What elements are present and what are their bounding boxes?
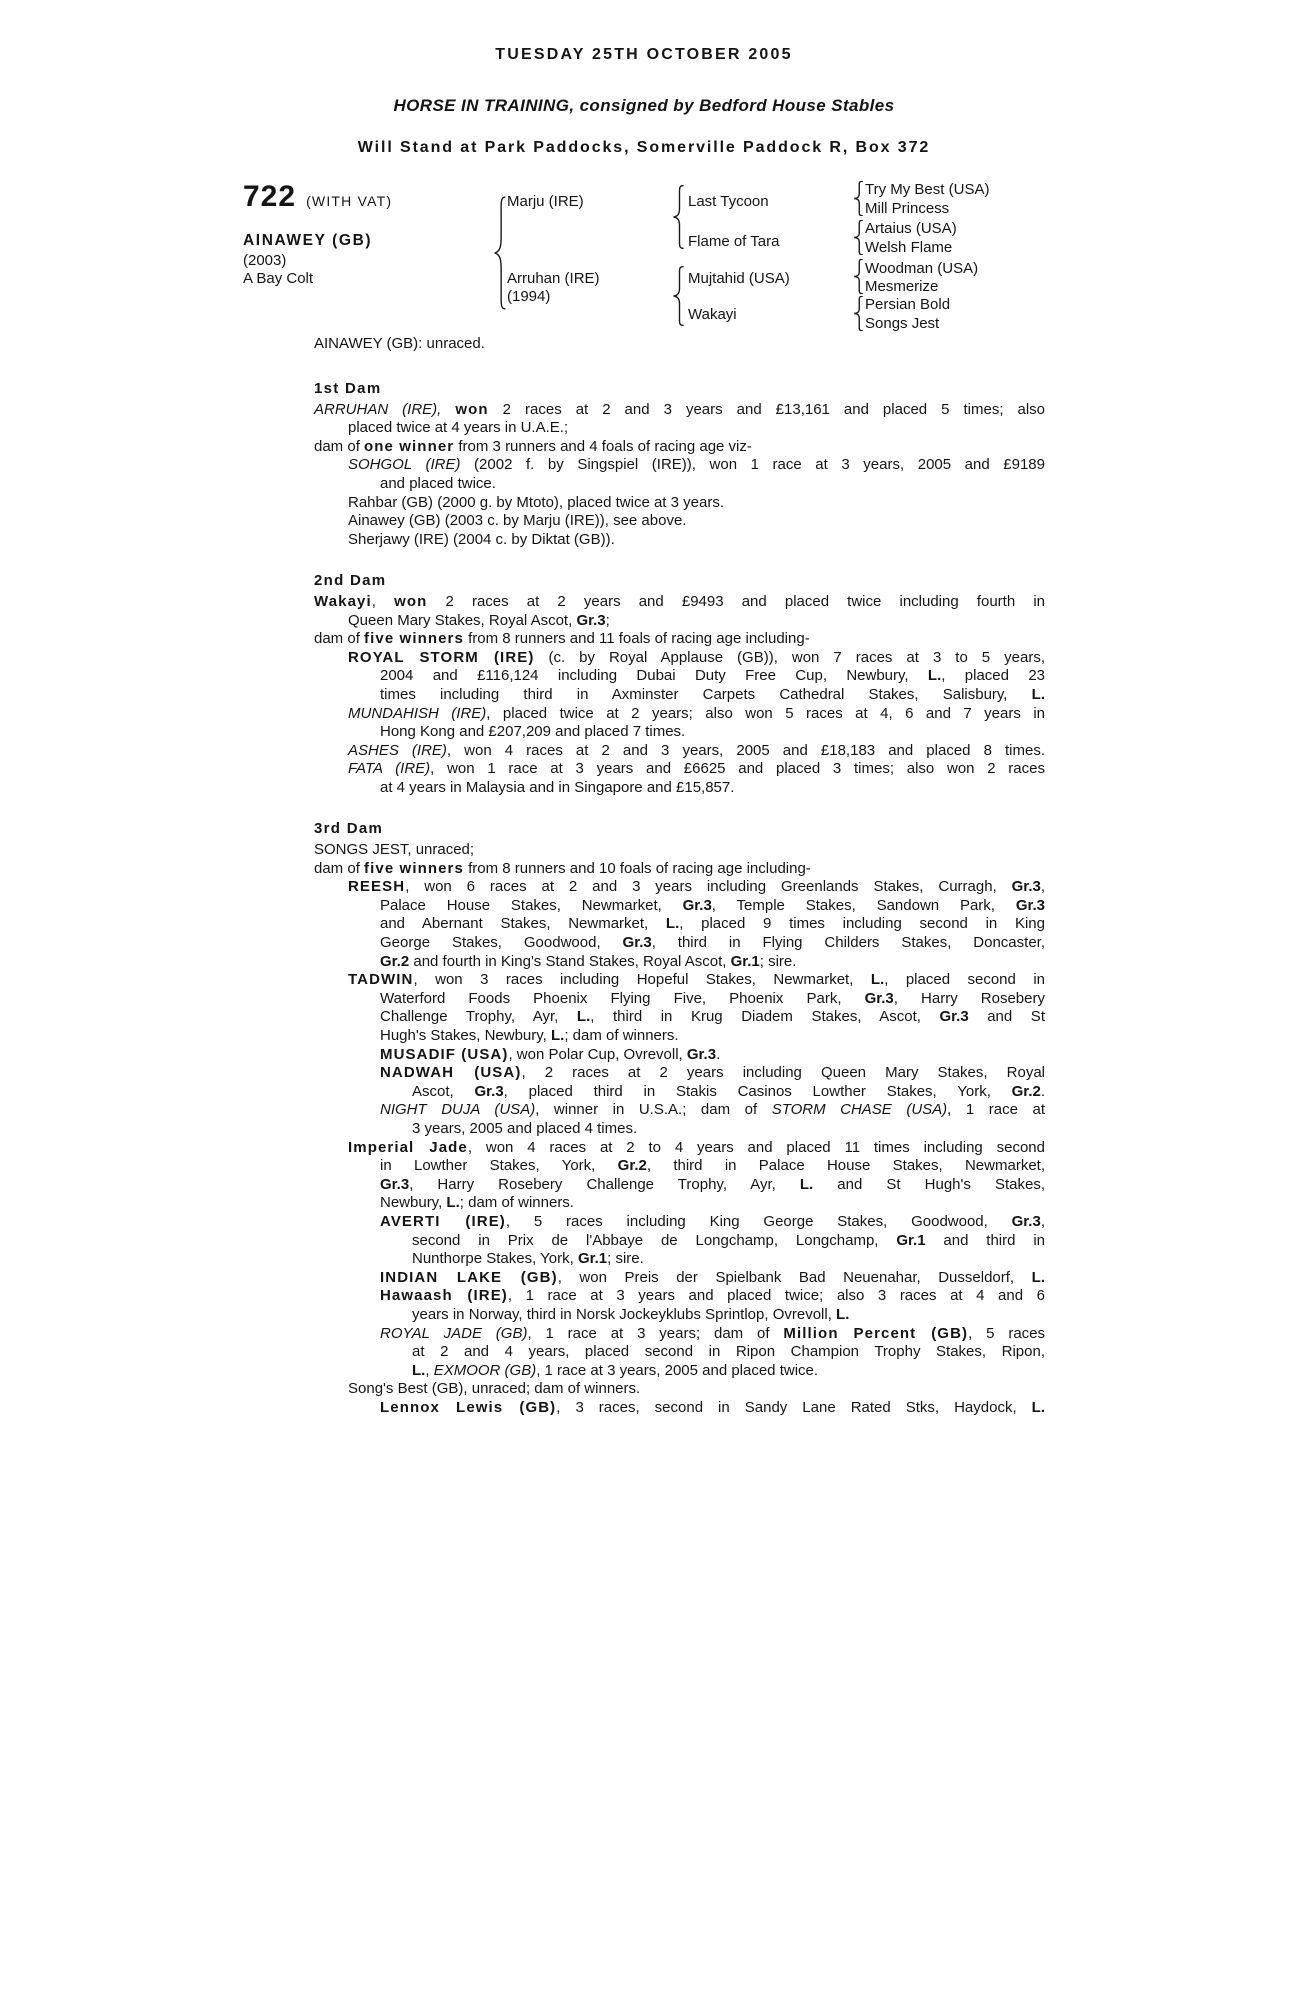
pedigree-text-line — [314, 1362, 1045, 1381]
pedigree-text-line — [314, 1232, 1045, 1251]
pedigree-text-line — [314, 1399, 1045, 1418]
text-segment: and St Hugh's Stakes, — [813, 1175, 1045, 1193]
dam-section-heading: 3rd Dam — [314, 820, 384, 838]
pedigree-text-line — [314, 438, 1045, 457]
text-segment: ASHES (IRE) — [348, 741, 447, 759]
text-segment: REESH — [348, 878, 406, 896]
gen2-brace-sire — [672, 185, 684, 249]
gen3-name: Welsh Flame — [865, 239, 953, 256]
text-segment: 2 races at 2 years and £9493 and placed twice including fourth in — [427, 592, 1045, 610]
pedigree-text-line — [314, 841, 1045, 860]
text-segment: Waterford Foods Phoenix Flying Five, Phoenix Park, — [380, 989, 865, 1007]
gen3-name: Songs Jest — [865, 315, 940, 332]
text-segment: , 1 race at — [947, 1101, 1045, 1119]
pedigree-text-line — [314, 723, 1045, 742]
text-segment: , 2 races at 2 years including Queen Mary Stakes, Royal — [521, 1064, 1045, 1082]
text-segment: Nunthorpe Stakes, York, — [412, 1250, 578, 1268]
text-segment: Gr.2 — [1011, 1082, 1041, 1100]
pedigree-text-line — [314, 512, 1045, 531]
text-segment: , 1 race at 3 years and placed twice; also 3 races at 4 and 6 — [507, 1287, 1045, 1305]
text-segment: from 3 runners and 4 foals of racing age viz- — [454, 437, 752, 455]
gen3-name: Woodman (USA) — [865, 260, 979, 277]
pedigree-text-line — [314, 1213, 1045, 1232]
dam-sire: Mujtahid (USA) — [688, 270, 790, 287]
text-segment: second in Prix de l'Abbaye de Longchamp, Longchamp, — [412, 1231, 897, 1249]
text-segment: and third in — [925, 1231, 1045, 1249]
text-segment: , 3 races, second in Sandy Lane Rated Stks, Haydock, — [556, 1398, 1032, 1416]
text-segment: , — [1040, 1212, 1045, 1230]
text-segment: AVERTI (IRE) — [380, 1212, 506, 1230]
gen3-name: Mesmerize — [865, 278, 939, 295]
text-segment: and St — [968, 1008, 1045, 1026]
dam-dam: Wakayi — [688, 306, 737, 323]
text-segment: Gr.1 — [577, 1250, 608, 1268]
text-segment: in Lowther Stakes, York, — [380, 1157, 618, 1175]
pedigree-text-line — [314, 990, 1045, 1009]
text-segment: , third in Palace House Stakes, Newmarket, — [646, 1157, 1045, 1175]
pedigree-text-line — [314, 630, 1045, 649]
text-segment: won — [455, 400, 489, 418]
text-segment: ; sire. — [759, 952, 797, 970]
text-segment: EXMOOR (GB) — [433, 1361, 537, 1379]
text-segment: , Temple Stakes, Sandown Park, — [711, 896, 1016, 914]
dam-section — [314, 820, 1045, 1417]
text-segment: and fourth in King's Stand Stakes, Royal Ascot, — [409, 952, 731, 970]
text-segment: Million Percent (GB) — [783, 1324, 969, 1342]
pedigree-table — [243, 180, 1045, 345]
pedigree-text-line — [314, 1046, 1045, 1065]
text-segment: L. — [446, 1194, 460, 1212]
pedigree-text-line — [314, 1176, 1045, 1195]
text-segment: L. — [1031, 1398, 1045, 1416]
pedigree-text-line — [314, 686, 1045, 705]
sire-sire: Last Tycoon — [688, 193, 769, 210]
pedigree-text-line — [314, 1269, 1045, 1288]
text-segment: NIGHT DUJA (USA) — [380, 1101, 536, 1119]
pedigree-text-line — [314, 971, 1045, 990]
text-segment: , placed 23 — [941, 667, 1045, 685]
text-segment: Gr.3 — [622, 934, 652, 952]
pedigree-text-line — [314, 705, 1045, 724]
text-segment: Hawaash (IRE) — [380, 1287, 508, 1305]
text-segment: Hong Kong and £207,209 and placed 7 times. — [380, 723, 686, 741]
text-segment: , won Polar Cup, Ovrevoll, — [508, 1045, 687, 1063]
text-segment: , 5 races including King George Stakes, Goodwood, — [505, 1212, 1012, 1230]
text-segment: , won 4 races at 2 and 3 years, 2005 and £18,183 and placed 8 times. — [446, 741, 1045, 759]
text-segment: , placed second in — [884, 971, 1046, 989]
pedigree-text-line — [314, 1343, 1045, 1362]
text-segment: L. — [665, 915, 680, 933]
dam-section-heading: 1st Dam — [314, 380, 382, 397]
text-segment: . — [716, 1045, 721, 1063]
text-segment: , won Preis der Spielbank Bad Neuenahar, Dusseldorf, — [557, 1268, 1032, 1286]
text-segment: Gr.3 — [686, 1045, 717, 1063]
text-segment: dam of — [314, 630, 365, 648]
text-segment: George Stakes, Goodwood, — [380, 934, 623, 952]
pedigree-text-line — [314, 742, 1045, 761]
sire-dam: Flame of Tara — [688, 233, 780, 250]
text-segment: five winners — [364, 630, 464, 648]
text-segment: ROYAL JADE (GB) — [380, 1324, 528, 1342]
text-segment: Gr.2 — [617, 1157, 647, 1175]
text-segment: , winner in U.S.A.; dam of — [535, 1101, 772, 1119]
pedigree-text-line — [314, 1083, 1045, 1102]
pedigree-text-line — [314, 1250, 1045, 1269]
pedigree-text-line — [314, 593, 1045, 612]
text-segment: ARRUHAN (IRE), — [314, 400, 456, 418]
text-segment: times including third in Axminster Carpets Cathedral Stakes, Salisbury, — [380, 685, 1032, 703]
text-segment: INDIAN LAKE (GB) — [380, 1268, 558, 1286]
text-segment: Gr.3 — [380, 1175, 410, 1193]
horse-year: (2003) — [243, 252, 287, 269]
text-segment: , Harry Rosebery Challenge Trophy, Ayr, — [409, 1175, 800, 1193]
pedigree-text-line — [314, 779, 1045, 798]
text-segment: dam of — [314, 437, 365, 455]
text-segment: , — [371, 592, 395, 610]
pedigree-text-line — [314, 419, 1045, 438]
text-segment: Challenge Trophy, Ayr, — [380, 1008, 577, 1026]
text-segment: L. — [927, 667, 942, 685]
text-segment: L. — [412, 1361, 426, 1379]
text-segment: , placed 9 times including second in King — [679, 915, 1045, 933]
text-segment: dam of — [314, 859, 365, 877]
text-segment: L. — [1031, 1268, 1045, 1286]
dam-year: (1994) — [507, 288, 551, 305]
pedigree-text-line — [314, 1157, 1045, 1176]
text-segment: . — [1040, 1082, 1045, 1100]
pedigree-text-line — [314, 878, 1045, 897]
horse-description: A Bay Colt — [243, 270, 314, 287]
text-segment: (c. by Royal Applause (GB)), won 7 races at 3 to 5 years, — [534, 648, 1045, 666]
pedigree-text-line — [314, 649, 1045, 668]
text-segment: FATA (IRE) — [348, 760, 431, 778]
gen3-name: Try My Best (USA) — [865, 181, 990, 198]
pedigree-text-line — [314, 612, 1045, 631]
gen3-name: Persian Bold — [865, 296, 951, 313]
stabling-location: Will Stand at Park Paddocks, Somerville Paddock R, Box 372 — [357, 139, 931, 156]
pedigree-text-line — [314, 401, 1045, 420]
text-segment: MUNDAHISH (IRE) — [348, 704, 487, 722]
text-segment: (2002 f. by Singspiel (IRE)), won 1 race at 3 years, 2005 and £9189 — [460, 456, 1045, 474]
text-segment: Gr.3 — [864, 989, 894, 1007]
text-segment: Gr.1 — [730, 952, 760, 970]
text-segment: Gr.3 — [1011, 878, 1041, 896]
text-segment: Lennox Lewis (GB) — [380, 1398, 557, 1416]
text-segment: , third in Flying Childers Stakes, Doncaster, — [651, 934, 1045, 952]
text-segment: SOHGOL (IRE) — [348, 456, 461, 474]
gen3-brace-3 — [853, 259, 863, 294]
text-segment: Ascot, — [412, 1082, 475, 1100]
text-segment: ROYAL STORM (IRE) — [348, 648, 535, 666]
pedigree-text-line — [314, 456, 1045, 475]
gen3-brace-4 — [853, 296, 863, 331]
text-segment: , 1 race at 3 years; dam of — [527, 1324, 784, 1342]
pedigree-text-line — [314, 1027, 1045, 1046]
sire-name: Marju (IRE) — [507, 193, 584, 210]
text-segment: Gr.3 — [576, 611, 606, 629]
text-segment: at 4 years in Malaysia and in Singapore and £15,857. — [380, 778, 735, 796]
text-segment: , — [1040, 878, 1045, 896]
gen3-brace-1 — [853, 181, 863, 216]
dam-section — [314, 380, 1045, 549]
pedigree-text-line — [314, 1287, 1045, 1306]
lot-row — [243, 180, 392, 214]
pedigree-text-line — [314, 934, 1045, 953]
pedigree-text-line — [314, 1325, 1045, 1344]
dam-section-heading: 2nd Dam — [314, 572, 387, 590]
pedigree-text-line — [314, 1306, 1045, 1325]
pedigree-text-line — [314, 860, 1045, 879]
pedigree-text-line — [314, 1139, 1045, 1158]
gen3-name: Artaius (USA) — [865, 220, 957, 237]
pedigree-text-line — [314, 953, 1045, 972]
text-segment: , third in Krug Diadem Stakes, Ascot, — [590, 1008, 940, 1026]
gen1-brace — [493, 196, 506, 310]
text-segment: L. — [1031, 685, 1045, 703]
text-segment: placed twice at 4 years in U.A.E.; — [348, 419, 569, 437]
text-segment: L. — [551, 1027, 565, 1044]
gen3-brace-2 — [853, 220, 863, 255]
text-segment: , — [425, 1361, 434, 1379]
text-segment: TADWIN — [348, 971, 414, 989]
pedigree-text-line — [314, 494, 1045, 513]
text-segment: and Abernant Stakes, Newmarket, — [380, 915, 666, 933]
pedigree-text-line — [314, 1120, 1045, 1139]
pedigree-text-line — [314, 475, 1045, 494]
text-segment: , won 3 races including Hopeful Stakes, Newmarket, — [413, 971, 871, 989]
text-segment: Gr.3 — [939, 1008, 969, 1026]
text-segment: Gr.1 — [896, 1231, 926, 1249]
text-segment: , won 6 races at 2 and 3 years including Greenlands Stakes, Curragh, — [405, 878, 1012, 896]
text-segment: ; dam of winners. — [564, 1027, 679, 1044]
text-segment: L. — [576, 1008, 591, 1026]
text-segment: L. — [870, 971, 885, 989]
pedigree-sections — [314, 380, 1045, 1417]
text-segment: , Harry Rosebery — [893, 989, 1045, 1007]
dam-section — [314, 572, 1045, 797]
text-segment: Gr.3 — [1011, 1212, 1041, 1230]
text-segment: Newbury, — [380, 1194, 447, 1212]
text-segment: ; sire. — [607, 1250, 644, 1268]
text-segment: at 2 and 4 years, placed second in Ripon Champion Trophy Stakes, Ripon, — [412, 1343, 1045, 1361]
text-segment: Gr.3 — [474, 1082, 504, 1100]
pedigree-text-line — [314, 1194, 1045, 1213]
text-segment: years in Norway, third in Norsk Jockeyklubs Sprintlop, Ovrevoll, — [412, 1305, 837, 1323]
text-segment: Gr.3 — [682, 896, 712, 914]
text-segment: Rahbar (GB) (2000 g. by Mtoto), placed twice at 3 years. — [348, 493, 725, 511]
text-segment: Song's Best (GB), unraced; dam of winners. — [348, 1380, 641, 1398]
horse-name: AINAWEY (GB) — [243, 232, 373, 249]
session-date: TUESDAY 25TH OCTOBER 2005 — [495, 46, 793, 63]
pedigree-text-line — [314, 760, 1045, 779]
text-segment: MUSADIF (USA) — [380, 1045, 509, 1063]
pedigree-text-line — [314, 1101, 1045, 1120]
pedigree-text-line — [314, 1064, 1045, 1083]
text-segment: 2004 and £116,124 including Dubai Duty Free Cup, Newbury, — [380, 667, 928, 685]
dam-name: Arruhan (IRE) — [507, 270, 600, 287]
text-segment: one winner — [364, 437, 455, 455]
race-record: AINAWEY (GB): unraced. — [314, 335, 485, 352]
pedigree-text-line — [314, 667, 1045, 686]
text-segment: Wakayi — [314, 592, 372, 610]
text-segment: 2 races at 2 and 3 years and £13,161 and placed 5 times; also — [488, 400, 1046, 418]
consignor-line: HORSE IN TRAINING, consigned by Bedford House Stables — [393, 96, 895, 115]
text-segment: L. — [836, 1305, 850, 1323]
pedigree-text-line — [314, 1008, 1045, 1027]
text-segment: won — [394, 592, 428, 610]
text-segment: , placed twice at 2 years; also won 5 races at 4, 6 and 7 years in — [486, 704, 1045, 722]
text-segment: , won 4 races at 2 to 4 years and placed 11 times including second — [467, 1138, 1045, 1156]
pedigree-text-line — [314, 1380, 1045, 1399]
text-segment: ; dam of winners. — [459, 1194, 574, 1212]
text-segment: Queen Mary Stakes, Royal Ascot, — [348, 611, 577, 629]
text-segment: 3 years, 2005 and placed 4 times. — [412, 1119, 638, 1137]
text-segment: Imperial Jade — [348, 1138, 468, 1156]
text-segment: , placed third in Stakis Casinos Lowther Stakes, York, — [503, 1082, 1012, 1100]
text-segment: STORM CHASE (USA) — [771, 1101, 948, 1119]
gen2-brace-dam — [672, 266, 684, 326]
pedigree-text-line — [314, 915, 1045, 934]
text-segment: Gr.2 — [380, 952, 410, 970]
text-segment: L. — [799, 1175, 814, 1193]
text-segment: five winners — [364, 859, 464, 877]
text-segment: , 1 race at 3 years, 2005 and placed twice. — [536, 1361, 819, 1379]
text-segment: SONGS JEST, unraced; — [314, 841, 475, 859]
text-segment: Gr.3 — [1015, 896, 1045, 914]
text-segment: from 8 runners and 10 foals of racing age including- — [463, 859, 811, 877]
lot-vat-note: (WITH VAT) — [306, 193, 393, 209]
text-segment: ; — [605, 611, 610, 629]
gen3-name: Mill Princess — [865, 200, 950, 217]
text-segment: , 5 races — [968, 1324, 1046, 1342]
pedigree-text-line — [314, 897, 1045, 916]
text-segment: from 8 runners and 11 foals of racing age including- — [463, 630, 810, 648]
text-segment: , won 1 race at 3 years and £6625 and placed 3 times; also won 2 races — [430, 760, 1045, 778]
lot-number: 722 — [243, 180, 297, 213]
pedigree-text-line — [314, 531, 1045, 550]
text-segment: NADWAH (USA) — [380, 1064, 522, 1082]
text-segment: Ainawey (GB) (2003 c. by Marju (IRE)), see above. — [348, 512, 687, 530]
text-segment: Sherjawy (IRE) (2004 c. by Diktat (GB)). — [348, 530, 615, 548]
text-segment: Hugh's Stakes, Newbury, — [380, 1027, 551, 1044]
text-segment: and placed twice. — [380, 474, 496, 492]
text-segment: Palace House Stakes, Newmarket, — [380, 896, 683, 914]
